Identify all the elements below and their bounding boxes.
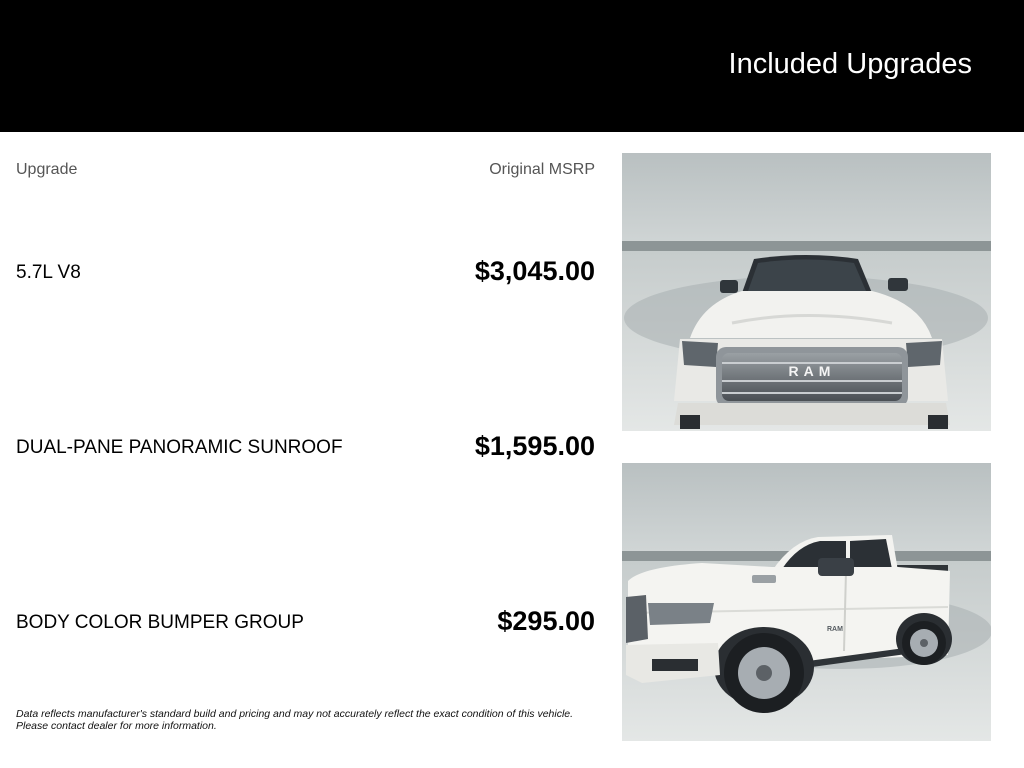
header-bar [0,0,1024,132]
upgrade-price: $3,045.00 [474,256,595,286]
upgrade-column-header: Upgrade [16,161,78,178]
page-title: Included Upgrades [728,48,972,80]
truck-front-illustration [622,153,991,431]
upgrade-name: DUAL-PANE PANORAMIC SUNROOF [16,437,343,458]
disclaimer-line: Please contact dealer for more information. [16,720,217,732]
grille-badge: RAM [788,363,836,379]
disclaimer [16,708,606,732]
truck-side-illustration [622,463,991,741]
truck-side-photo [622,463,991,741]
upgrade-name: BODY COLOR BUMPER GROUP [16,612,304,633]
disclaimer-line: Data reflects manufacturer's standard build and pricing and may not accurately reflect the exact condition of this vehicle. [16,708,574,720]
msrp-column-header: Original MSRP [489,161,595,178]
truck-front-photo [622,153,991,431]
upgrade-price: $295.00 [497,606,595,636]
door-badge: RAM [827,626,843,633]
upgrade-name: 5.7L V8 [16,262,81,283]
upgrade-price: $1,595.00 [474,431,595,461]
